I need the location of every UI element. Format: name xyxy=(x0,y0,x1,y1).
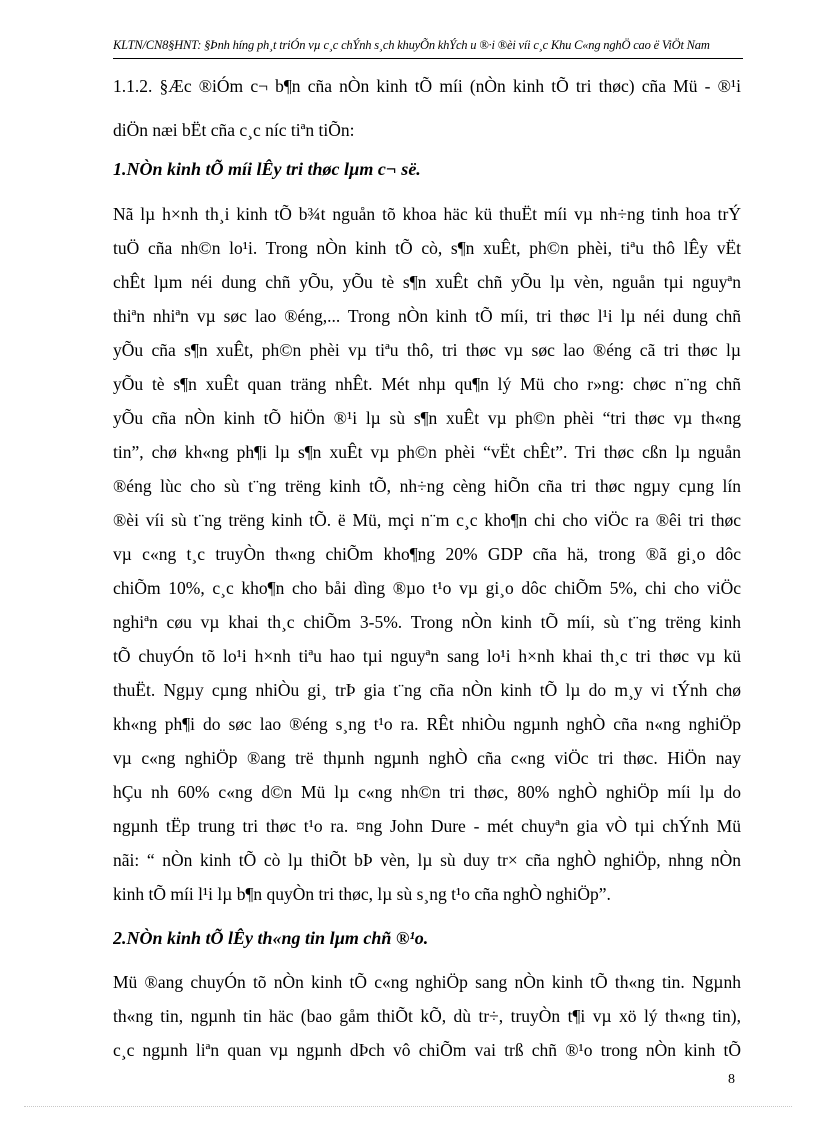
page-number: 8 xyxy=(728,1072,735,1087)
paragraph-line: kinh tÕ míi l¹i lµ b¶n quyÒn tri thøc, lµ sù s¸ng t¹o cña nghÒ nghiÖp”. xyxy=(113,884,611,904)
paragraph-line: nãi: “ nÒn kinh tÕ cò lµ thiÕt bÞ vèn, lµ sù duy tr× cña nghÒ nghiÖp, nhng nÒn xyxy=(113,850,741,870)
heading-1: 1.NÒn kinh tÕ míi lÊy tri thøc lµm c¬ së. xyxy=(113,159,421,179)
heading-2: 2.NÒn kinh tÕ lÊy th«ng tin lµm chñ ®¹o. xyxy=(113,928,429,948)
paragraph-line: th«ng tin, ngµnh tin häc (bao gåm thiÕt kÕ, dù tr÷, truyÒn t¶i vµ xö lý th«ng tin), xyxy=(113,1006,741,1026)
paragraph-line: c¸c ngµnh liªn quan vµ ngµnh dÞch vô chiÕm vai trß chñ ®¹o trong nÒn kinh tÕ xyxy=(113,1040,741,1060)
section-title-line-1: 1.1.2. §Æc ®iÓm c¬ b¶n cña nÒn kinh tÕ míi (nÒn kinh tÕ tri thøc) cña Mü - ®¹i xyxy=(113,76,741,96)
paragraph-line: ®éng lùc cho sù t¨ng trëng kinh tÕ, nh÷ng cèng hiÕn cña tri thøc ngµy cµng lín xyxy=(113,476,741,496)
paragraph-line: yÕu cña s¶n xuÊt, ph©n phèi vµ tiªu thô, tri thøc vµ søc lao ®éng cã tri thøc lµ xyxy=(113,340,741,360)
paragraph-line: ngµnh tËp trung tri thøc t¹o ra. ¤ng John Dure - mét chuyªn gia vÒ tµi chÝnh Mü xyxy=(113,816,741,836)
paragraph-line: vµ c«ng t¸c truyÒn th«ng chiÕm kho¶ng 20% GDP cña hä, trong ®ã gi¸o dôc xyxy=(113,544,741,564)
paragraph-line: chiÕm 10%, c¸c kho¶n cho båi dìng ®µo t¹o vµ gi¸o dôc chiÕm 5%, chi cho viÖc xyxy=(113,578,741,598)
paragraph-line: vµ c«ng nghiÖp ®ang trë thµnh ngµnh nghÒ cña c«ng viÖc tri thøc. HiÖn nay xyxy=(113,748,741,768)
running-header: KLTN/CN8§HNT: §Þnh híng ph¸t triÓn vµ c¸c chÝnh s¸ch khuyÕn khÝch u ®·i ®èi víi c¸c Khu C«ng nghÖ cao ë ViÖt Nam xyxy=(113,38,710,52)
paragraph-line: nghiªn cøu vµ khai th¸c chiÕm 3-5%. Trong nÒn kinh tÕ míi, sù t¨ng trëng kinh xyxy=(113,612,741,632)
section-title-line-2: diÖn næi bËt cña c¸c níc tiªn tiÕn: xyxy=(113,120,355,140)
paragraph-line: yÕu cña nÒn kinh tÕ hiÖn ®¹i lµ sù s¶n xuÊt vµ ph©n phèi “tri thøc vµ th«ng xyxy=(113,408,741,428)
paragraph-line: tuÖ cña nh©n lo¹i. Trong nÒn kinh tÕ cò, s¶n xuÊt, ph©n phèi, tiªu thô lÊy vËt xyxy=(113,238,741,258)
paragraph-line: thuËt. Ngµy cµng nhiÒu gi¸ trÞ gia t¨ng cña nÒn kinh tÕ lµ do m¸y vi tÝnh chø xyxy=(113,680,741,700)
paragraph-line: chÊt lµm néi dung chñ yÕu, yÕu tè s¶n xuÊt chñ yÕu lµ vèn, nguån tµi nguyªn xyxy=(113,272,741,292)
paragraph-line: tÕ chuyÓn tõ lo¹i h×nh tiªu hao tµi nguyªn sang lo¹i h×nh khai th¸c tri thøc vµ kü xyxy=(113,646,741,666)
page-bottom-border xyxy=(24,1106,792,1107)
header-divider xyxy=(113,58,743,59)
paragraph-line: hÇu nh 60% c«ng d©n Mü lµ c«ng nh©n tri thøc, 80% nghÒ nghiÖp míi lµ do xyxy=(113,782,741,802)
paragraph-line: thiªn nhiªn vµ søc lao ®éng,... Trong nÒn kinh tÕ míi, tri thøc l¹i lµ néi dung chñ xyxy=(113,306,741,326)
paragraph-line: Nã lµ h×nh th¸i kinh tÕ b¾t nguån tõ khoa häc kü thuËt míi vµ nh÷ng tinh hoa trÝ xyxy=(113,204,741,224)
paragraph-line: Mü ®ang chuyÓn tõ nÒn kinh tÕ c«ng nghiÖp sang nÒn kinh tÕ th«ng tin. Ngµnh xyxy=(113,972,741,992)
paragraph-line: ®èi víi sù t¨ng trëng kinh tÕ. ë Mü, mçi n¨m c¸c kho¶n chi cho viÖc ra ®êi tri thøc xyxy=(113,510,741,530)
paragraph-line: tin”, chø kh«ng ph¶i lµ s¶n xuÊt vµ ph©n phèi “vËt chÊt”. Tri thøc cßn lµ nguån xyxy=(113,442,741,462)
paragraph-line: kh«ng ph¶i do søc lao ®éng s¸ng t¹o ra. RÊt nhiÒu ngµnh nghÒ cña n«ng nghiÖp xyxy=(113,714,741,734)
paragraph-line: yÕu tè s¶n xuÊt quan träng nhÊt. Mét nhµ qu¶n lý Mü cho r»ng: chøc n¨ng chñ xyxy=(113,374,741,394)
